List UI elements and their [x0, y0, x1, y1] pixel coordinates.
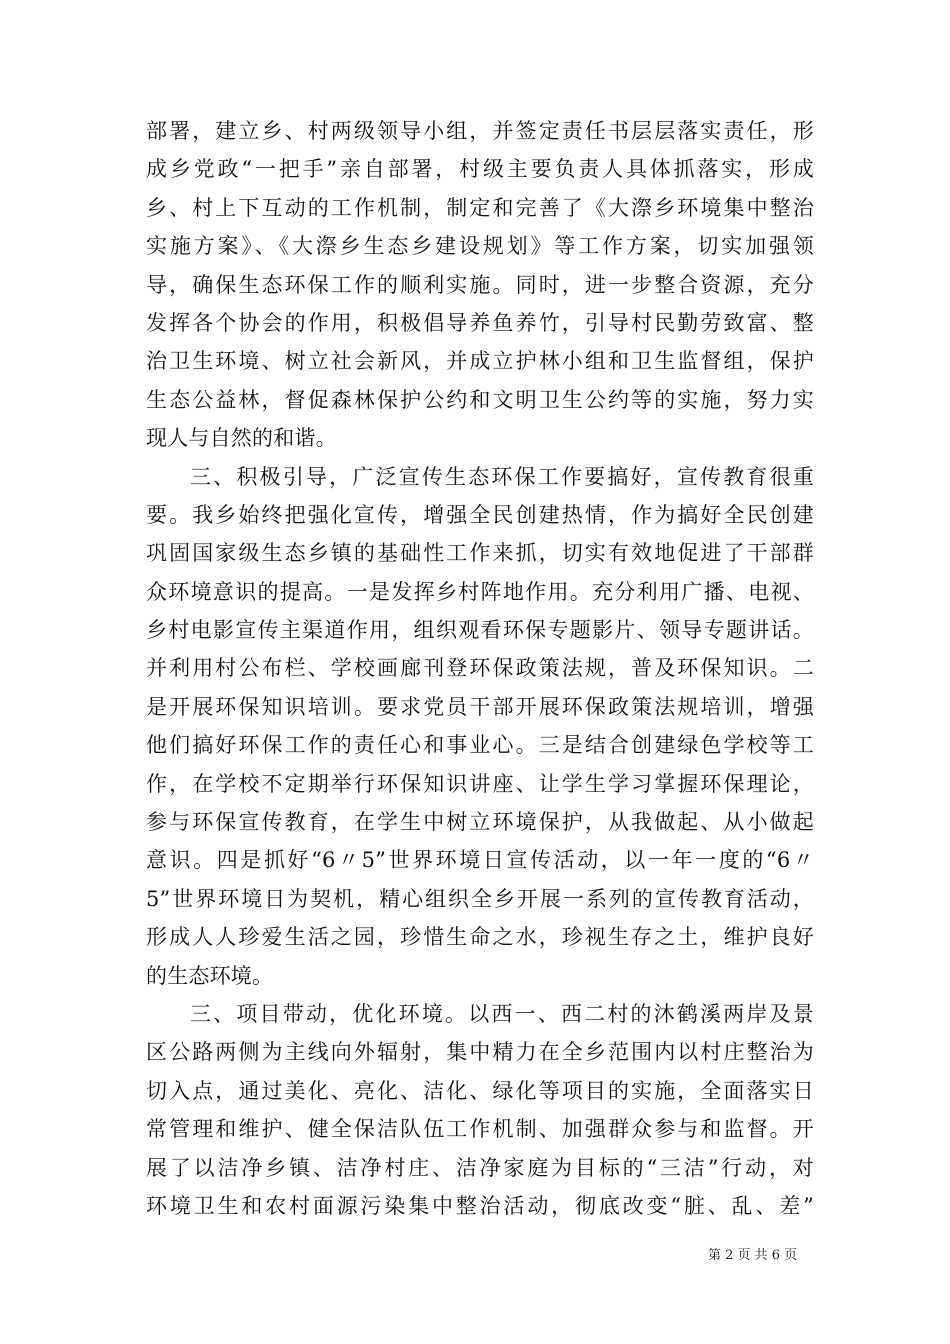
paragraph-1: [146, 112, 814, 458]
text-line: 切入点，通过美化、亮化、洁化、绿化等项目的实施，全面落实日: [146, 1078, 814, 1103]
text-line: 区公路两侧为主线向外辐射，集中精力在全乡范围内以村庄整治为: [146, 1040, 814, 1065]
text-line: 三、积极引导，广泛宣传生态环保工作要搞好，宣传教育很重: [190, 464, 814, 489]
text-line: 5”世界环境日为契机，精心组织全乡开展一系列的宣传教育活动，: [146, 886, 814, 911]
text-line: 巩固国家级生态乡镇的基础性工作来抓，切实有效地促进了干部群: [146, 541, 814, 566]
text-line: 乡、村上下互动的工作机制，制定和完善了《大漈乡环境集中整治: [146, 195, 814, 220]
page-number: 第 2 页 共 6 页: [708, 1248, 798, 1263]
text-line: 是开展环保知识培训。要求党员干部开展环保政策法规培训，增强: [146, 694, 814, 719]
paragraph-3: [146, 995, 814, 1225]
text-line: 的生态环境。: [146, 963, 274, 988]
text-line: 三、项目带动，优化环境。以西一、西二村的沐鹤溪两岸及景: [190, 1001, 814, 1026]
text-line: 实施方案》、《大漈乡生态乡建设规划》等工作方案，切实加强领: [146, 234, 814, 259]
text-line: 导，确保生态环保工作的顺利实施。同时，进一步整合资源，充分: [146, 272, 814, 297]
text-line: 众环境意识的提高。一是发挥乡村阵地作用。充分利用广播、电视、: [146, 579, 814, 604]
text-line: 常管理和维护、健全保洁队伍工作机制、加强群众参与和监督。开: [146, 1117, 814, 1142]
text-line: 形成人人珍爱生活之园，珍惜生命之水，珍视生存之土，维护良好: [146, 925, 814, 950]
text-line: 治卫生环境、树立社会新风，并成立护林小组和卫生监督组，保护: [146, 349, 814, 374]
text-line: 乡村电影宣传主渠道作用，组织观看环保专题影片、领导专题讲话。: [146, 618, 814, 643]
text-line: 发挥各个协会的作用，积极倡导养鱼养竹，引导村民勤劳致富、整: [146, 310, 814, 335]
document-body: [146, 112, 814, 1225]
text-line: 作，在学校不定期举行环保知识讲座、让学生学习掌握环保理论，: [146, 771, 814, 796]
text-line: 生态公益林，督促森林保护公约和文明卫生公约等的实施，努力实: [146, 387, 814, 412]
text-line: 他们搞好环保工作的责任心和事业心。三是结合创建绿色学校等工: [146, 733, 814, 758]
text-line: 参与环保宣传教育，在学生中树立环境保护，从我做起、从小做起: [146, 810, 814, 835]
text-line: 现人与自然的和谐。: [146, 426, 337, 451]
paragraph-2: [146, 458, 814, 995]
text-line: 成乡党政“一把手”亲自部署，村级主要负责人具体抓落实，形成: [146, 157, 814, 182]
text-line: 并利用村公布栏、学校画廊刊登环保政策法规，普及环保知识。二: [146, 656, 814, 681]
text-line: 意识。四是抓好“6〃5”世界环境日宣传活动，以一年一度的“6〃: [146, 848, 814, 873]
text-line: 要。我乡始终把强化宣传，增强全民创建热情，作为搞好全民创建: [146, 502, 814, 527]
text-line: 部署，建立乡、村两级领导小组，并签定责任书层层落实责任，形: [146, 119, 814, 143]
text-line: 环境卫生和农村面源污染集中整治活动，彻底改变“脏、乱、差”: [146, 1193, 814, 1218]
text-line: 展了以洁净乡镇、洁净村庄、洁净家庭为目标的“三洁”行动，对: [146, 1155, 814, 1180]
